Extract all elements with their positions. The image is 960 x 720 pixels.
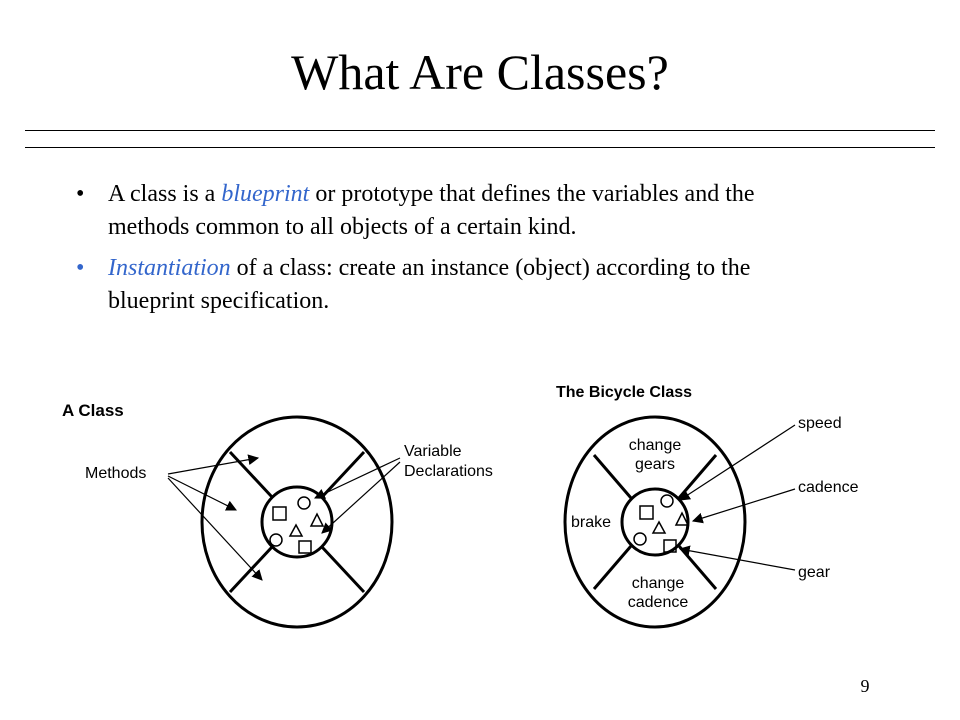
bullet-text-after: or prototype that defines the variables and the methods common to all objects of a certain kind. <box>108 181 755 240</box>
circle-icon <box>661 495 673 507</box>
triangle-icon <box>290 525 302 536</box>
cadence-label: cadence <box>798 479 859 496</box>
speed-arrow-icon <box>680 425 795 500</box>
ring-divider-line <box>679 455 716 498</box>
circle-icon <box>298 497 310 509</box>
generic-class-diagram <box>62 401 493 627</box>
bullet-text-after: of a class: create an instance (object) according to the blueprint specification. <box>108 255 751 314</box>
slide-title: What Are Classes? <box>291 44 669 100</box>
methods-arrow-icon <box>168 478 262 580</box>
circle-icon <box>270 534 282 546</box>
triangle-icon <box>653 522 665 533</box>
bicycle-class-diagram <box>556 384 859 627</box>
speed-label: speed <box>798 415 842 432</box>
ring-divider-line <box>322 452 364 497</box>
change-gears-label-line1: change <box>628 437 682 454</box>
brake-label: brake <box>571 514 612 531</box>
bullet-dot-icon: • <box>76 255 85 281</box>
bullet-emphasis-instantiation: Instantiation <box>108 255 231 281</box>
generic-class-heading: A Class <box>62 401 124 420</box>
outer-ring-shape <box>202 417 392 627</box>
variable-label: Variable <box>404 443 462 460</box>
change-gears-label-line2: gears <box>634 456 676 473</box>
gear-label: gear <box>798 564 831 581</box>
bullet-dot-icon: • <box>76 181 85 207</box>
square-icon <box>299 541 311 553</box>
bullet-text-before: A class is a <box>108 181 222 207</box>
page-number: 9 <box>860 676 870 696</box>
ring-divider-line <box>322 547 364 592</box>
ring-divider-line <box>230 547 272 592</box>
triangle-icon <box>311 514 323 526</box>
square-icon <box>273 507 286 520</box>
bullet-emphasis-blueprint: blueprint <box>221 181 310 207</box>
square-icon <box>640 506 653 519</box>
circle-icon <box>634 533 646 545</box>
change-cadence-label-line2: cadence <box>627 594 689 611</box>
declarations-label: Declarations <box>404 463 493 480</box>
ring-divider-line <box>594 455 631 498</box>
methods-label: Methods <box>85 465 147 482</box>
change-cadence-label-line1: change <box>631 575 685 592</box>
bicycle-class-heading: The Bicycle Class <box>556 384 693 401</box>
ring-divider-line <box>594 546 631 589</box>
